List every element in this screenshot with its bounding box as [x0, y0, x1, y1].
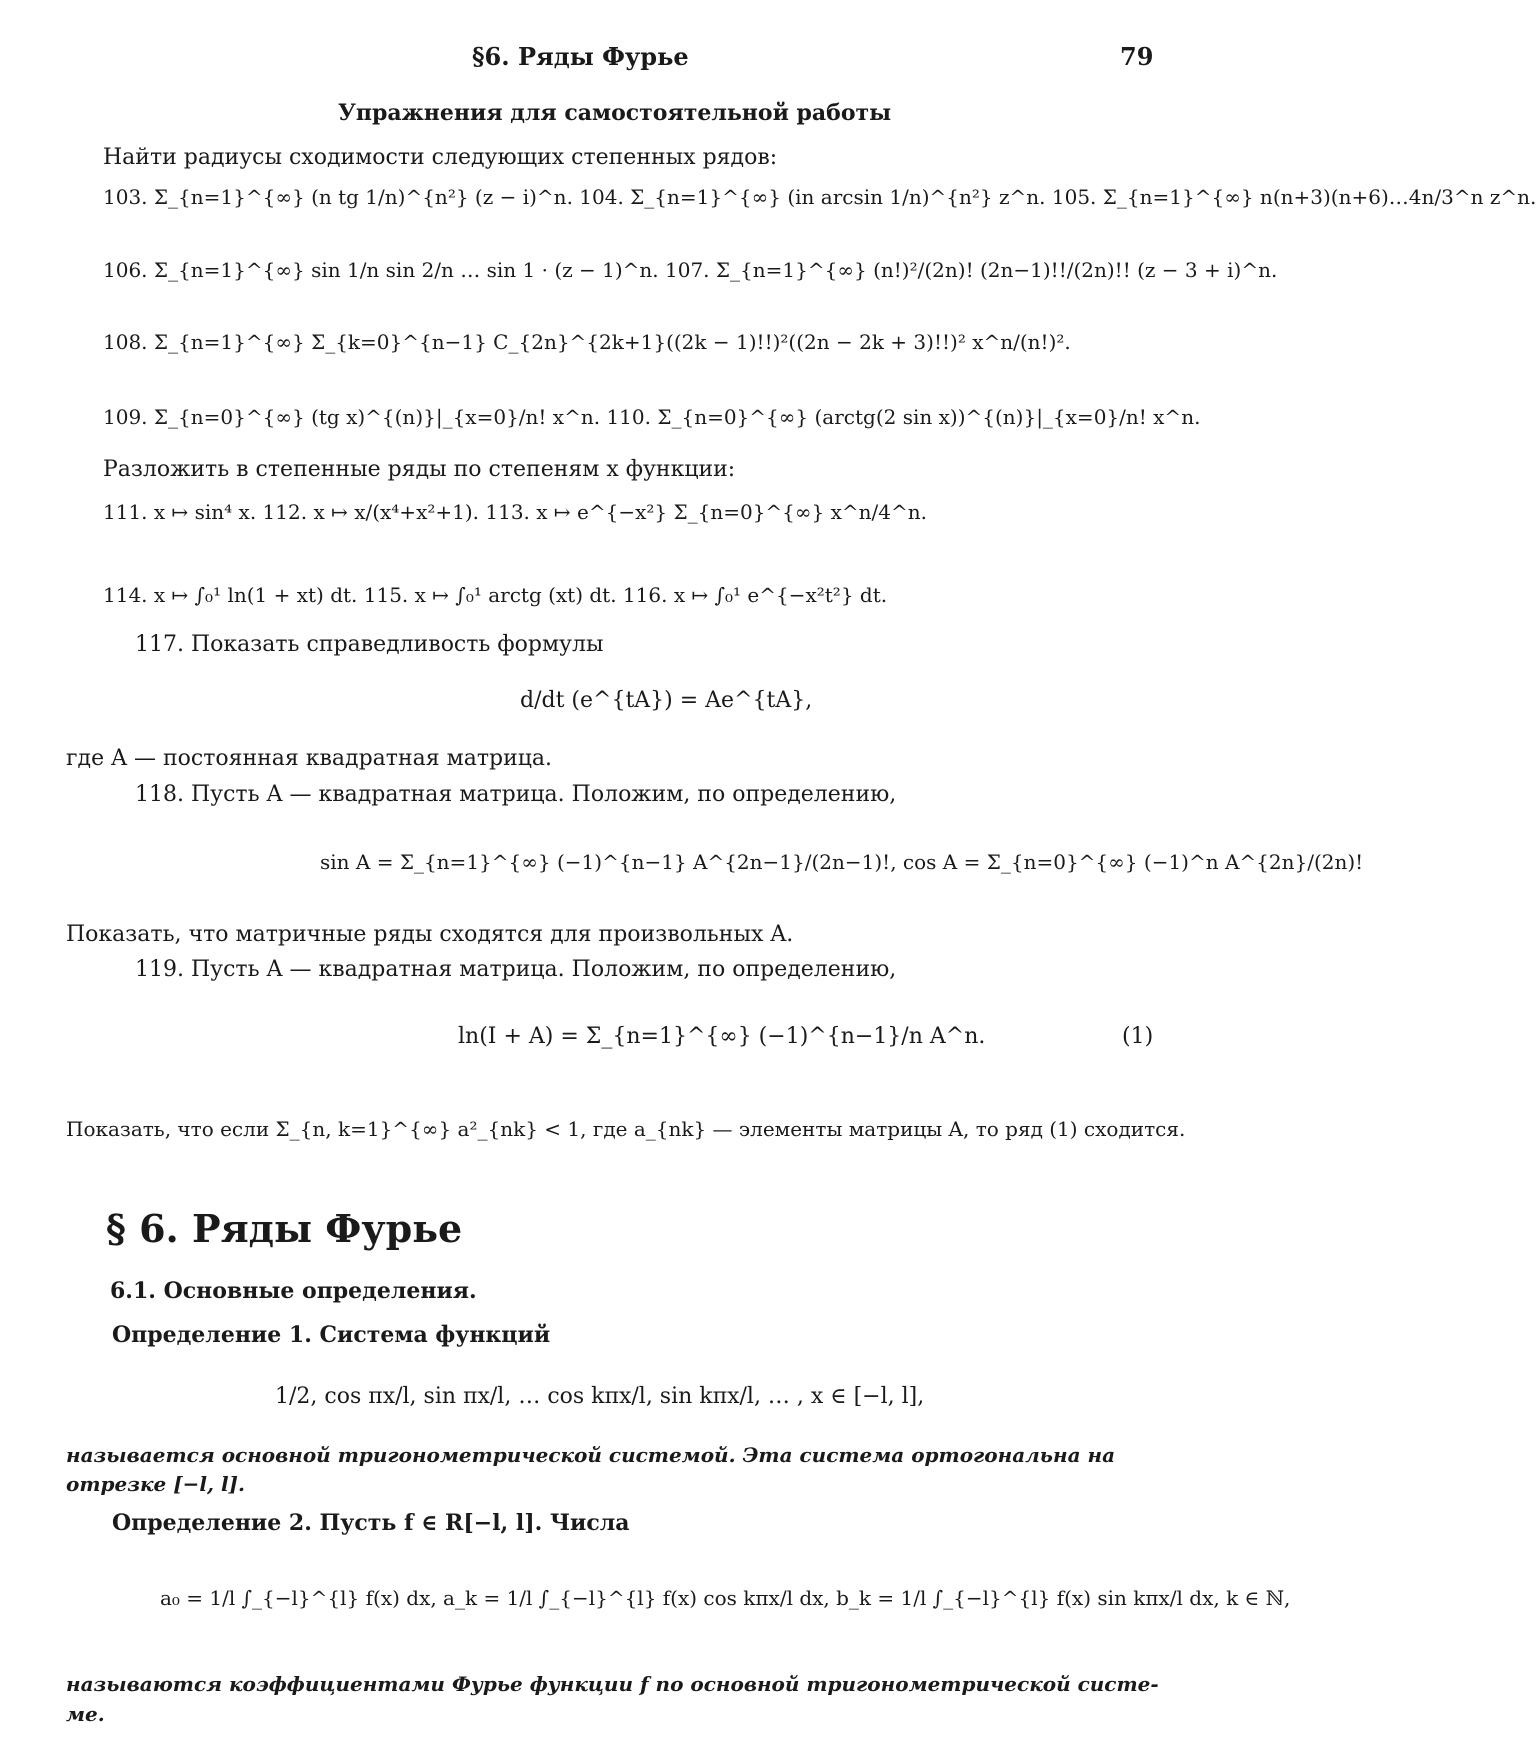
- text-line: называются коэффициентами Фурье функции f по основной тригонометрической систе-: [66, 1672, 1159, 1696]
- text-line: Найти радиусы сходимости следующих степенных рядов:: [103, 145, 778, 170]
- definition-1: Определение 1. Система функций: [112, 1322, 551, 1348]
- exercise-line-103: 103. Σ_{n=1}^{∞} (n tg 1/n)^{n²} (z − i)^n. 104. Σ_{n=1}^{∞} (in arcsin 1/n)^{n²} z^n. 105. Σ_{n=1}^{∞} n(n+3)(n+6)…4n/3^n z^n.: [103, 185, 1536, 209]
- text-line: Показать, что матричные ряды сходятся для произвольных A.: [66, 922, 794, 947]
- exercise-line-109: 109. Σ_{n=0}^{∞} (tg x)^{(n)}|_{x=0}/n! x^n. 110. Σ_{n=0}^{∞} (arctg(2 sin x))^{(n)}|_{x=0}/n! x^n.: [103, 405, 1201, 429]
- exercise-line-108: 108. Σ_{n=1}^{∞} Σ_{k=0}^{n−1} C_{2n}^{2k+1}((2k − 1)!!)²((2n − 2k + 3)!!)² x^n/(n!)².: [103, 330, 1071, 354]
- header-title: §6. Ряды Фурье: [472, 42, 689, 71]
- subsection-title: 6.1. Основные определения.: [110, 1278, 477, 1304]
- text-line: 119. Пусть A — квадратная матрица. Положим, по определению,: [135, 957, 897, 982]
- formula-119: ln(I + A) = Σ_{n=1}^{∞} (−1)^{n−1}/n A^n.: [458, 1024, 986, 1049]
- formula-117: d/dt (e^{tA}) = Ae^{tA},: [520, 688, 813, 713]
- text-line: Разложить в степенные ряды по степеням x функции:: [103, 457, 736, 482]
- exercise-line-106: 106. Σ_{n=1}^{∞} sin 1/n sin 2/n … sin 1 · (z − 1)^n. 107. Σ_{n=1}^{∞} (n!)²/(2n)! (2n−1)!!/(2n)!! (z − 3 + i)^n.: [103, 258, 1278, 282]
- formula-trig-system: 1/2, cos πx/l, sin πx/l, … cos kπx/l, sin kπx/l, … , x ∈ [−l, l],: [275, 1384, 925, 1409]
- text-line: 118. Пусть A — квадратная матрица. Положим, по определению,: [135, 782, 897, 807]
- exercises-heading: Упражнения для самостоятельной работы: [338, 100, 892, 126]
- text-line: называется основной тригонометрической системой. Эта система ортогональна на: [66, 1443, 1116, 1467]
- page-number: 79: [1120, 42, 1154, 71]
- definition-2: Определение 2. Пусть f ∈ R[−l, l]. Числа: [112, 1510, 630, 1536]
- running-header: [0, 42, 1239, 78]
- text-line: Показать, что если Σ_{n, k=1}^{∞} a²_{nk} < 1, где a_{nk} — элементы матрицы A, то ряд (1) сходится.: [66, 1117, 1186, 1141]
- formula-fourier-coefficients: a₀ = 1/l ∫_{−l}^{l} f(x) dx, a_k = 1/l ∫_{−l}^{l} f(x) cos kπx/l dx, b_k = 1/l ∫_{−l}^{l} f(x) sin kπx/l dx, k ∈ ℕ,: [160, 1586, 1291, 1610]
- text-line: отрезке [−l, l].: [66, 1472, 245, 1496]
- equation-number: (1): [1122, 1024, 1154, 1049]
- section-title: § 6. Ряды Фурье: [106, 1206, 463, 1251]
- text-line: 117. Показать справедливость формулы: [135, 632, 604, 657]
- formula-118: sin A = Σ_{n=1}^{∞} (−1)^{n−1} A^{2n−1}/(2n−1)!, cos A = Σ_{n=0}^{∞} (−1)^n A^{2n}/(2n)!: [320, 850, 1364, 874]
- exercise-line-114: 114. x ↦ ∫₀¹ ln(1 + xt) dt. 115. x ↦ ∫₀¹ arctg (xt) dt. 116. x ↦ ∫₀¹ e^{−x²t²} dt.: [103, 583, 888, 607]
- exercise-line-111: 111. x ↦ sin⁴ x. 112. x ↦ x/(x⁴+x²+1). 113. x ↦ e^{−x²} Σ_{n=0}^{∞} x^n/4^n.: [103, 500, 928, 524]
- text-line: ме.: [66, 1702, 105, 1726]
- text-line: где A — постоянная квадратная матрица.: [66, 746, 553, 771]
